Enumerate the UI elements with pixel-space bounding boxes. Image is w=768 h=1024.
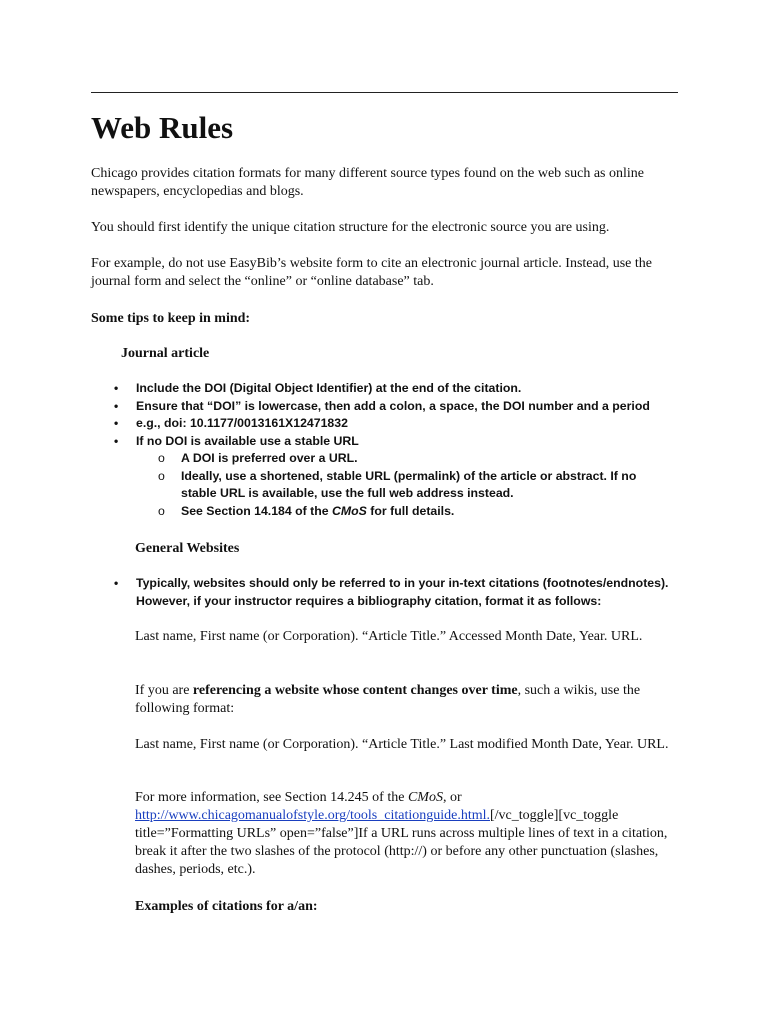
sub-bullet-icon: o xyxy=(158,468,165,483)
citation-format-accessed: Last name, First name (or Corporation). “Article Title.” Accessed Month Date, Year. URL. xyxy=(135,629,643,644)
example-paragraph: For example, do not use EasyBib’s website form to cite an electronic journal article. Instead, use the journal form and select the “online” or “online database” tab. xyxy=(91,256,652,289)
websites-heading: General Websites xyxy=(135,541,240,556)
more-info-paragraph: For more information, see Section 14.245 of the CMoS, or http://www.chicagomanualofstyle.org/tools_citationguide.html.[/vc_toggle][vc_toggle title=”Formatting URLs” open=”false”]If a URL runs across multiple lines of text in a citation, break it after the two slashes of the protocol (http://) or before any other punctuation (slashes, dashes, periods, etc.). xyxy=(135,790,668,877)
sub-list-item: o A DOI is preferred over a URL. xyxy=(158,450,672,468)
intro-paragraph: Chicago provides citation formats for many different source types found on the web such as online newspapers, encyclopedias and blogs. xyxy=(91,166,644,199)
bullet-icon: • xyxy=(114,576,119,590)
journal-sub-list xyxy=(158,450,672,520)
list-item: • e.g., doi: 10.1177/0013161X12471832 xyxy=(112,415,672,433)
cmos-emphasis: CMoS xyxy=(332,503,367,518)
bullet-icon: • xyxy=(114,433,119,448)
bullet-icon: • xyxy=(114,398,119,413)
sub-bullet-icon: o xyxy=(158,503,165,518)
bullet-icon: • xyxy=(114,416,119,430)
tips-heading: Some tips to keep in mind: xyxy=(91,311,251,326)
sub-bullet-icon: o xyxy=(158,451,165,465)
chicago-guide-link[interactable]: http://www.chicagomanualofstyle.org/tools_citationguide.html. xyxy=(135,808,490,823)
list-item: • If no DOI is available use a stable URL o A DOI is preferred over a URL. o Ideally, use a shortened, stable URL (permalink) of the article or abstract. If no stable URL is available, use the full web address instead. o See Section 14.184 of the CMoS for full details. xyxy=(112,433,672,521)
bullet-icon: • xyxy=(114,381,119,395)
journal-heading: Journal article xyxy=(121,346,210,361)
changing-content-paragraph: If you are referencing a website whose content changes over time, such a wikis, use the following format: xyxy=(135,683,641,716)
citation-format-modified: Last name, First name (or Corporation). “Article Title.” Last modified Month Date, Year. URL. xyxy=(135,737,669,752)
sub-list-item: o See Section 14.184 of the CMoS for full details. xyxy=(158,503,672,521)
websites-bullet-list xyxy=(112,575,672,610)
journal-bullet-list xyxy=(112,380,672,520)
page-title: Web Rules xyxy=(91,110,234,145)
list-item: • Include the DOI (Digital Object Identifier) at the end of the citation. xyxy=(112,380,672,398)
list-item: • Typically, websites should only be referred to in your in-text citations (footnotes/endnotes). However, if your instructor requires a bibliography citation, format it as follows: xyxy=(114,576,669,608)
top-divider xyxy=(91,92,678,93)
identify-paragraph: You should first identify the unique citation structure for the electronic source you are using. xyxy=(91,220,610,235)
sub-list-item: o Ideally, use a shortened, stable URL (permalink) of the article or abstract. If no stable URL is available, use the full web address instead. xyxy=(158,468,637,500)
list-item: • Ensure that “DOI” is lowercase, then add a colon, a space, the DOI number and a period xyxy=(112,398,672,416)
examples-heading: Examples of citations for a/an: xyxy=(135,899,318,914)
